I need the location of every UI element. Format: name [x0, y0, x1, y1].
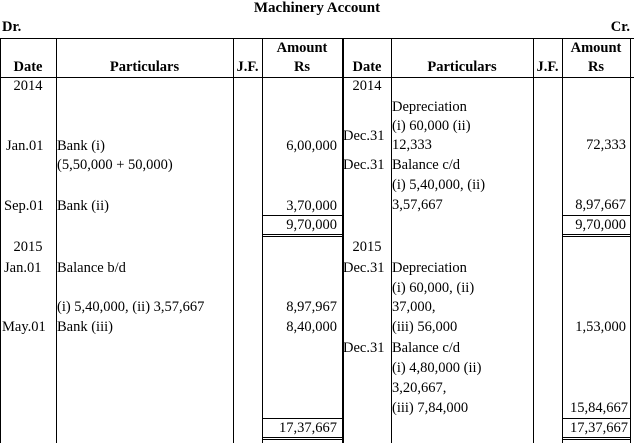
credit-year: 2015	[352, 239, 382, 255]
total-double-rule	[262, 234, 342, 237]
col-line	[56, 38, 57, 443]
debit-date: Jan.01	[4, 260, 42, 276]
total-double-rule	[562, 234, 630, 237]
col-line	[562, 38, 563, 443]
cr-label: Cr.	[610, 19, 630, 35]
debit-year: 2015	[13, 239, 43, 255]
col-line	[533, 38, 534, 443]
credit-year: 2014	[352, 78, 382, 94]
debit-particulars-detail: (i) 5,40,000, (ii) 3,57,667	[57, 299, 205, 315]
credit-particulars-detail: (i) 60,000, (ii)	[392, 280, 475, 296]
header-rs: Rs	[587, 59, 605, 75]
debit-total: 17,37,667	[279, 420, 337, 436]
credit-particulars-detail: 37,000,	[392, 299, 436, 315]
header-rs: Rs	[293, 59, 311, 75]
header-date: Date	[13, 59, 43, 75]
credit-particulars-detail: 12,333	[392, 137, 432, 153]
credit-amount: 8,97,667	[575, 197, 626, 213]
credit-particulars: Balance c/d	[392, 157, 461, 173]
debit-total: 9,70,000	[286, 217, 337, 233]
credit-particulars: Depreciation	[392, 99, 467, 115]
table-top-border	[0, 38, 634, 39]
credit-date: Dec.31	[343, 340, 385, 356]
total-double-rule	[562, 437, 630, 440]
total-rule	[262, 418, 342, 419]
debit-particulars: Bank (ii)	[57, 198, 109, 214]
debit-amount: 8,97,967	[286, 299, 337, 315]
debit-date: Sep.01	[4, 198, 44, 214]
debit-date: Jan.01	[6, 138, 44, 154]
credit-amount: 15,84,667	[570, 400, 628, 416]
header-bottom-border	[0, 77, 634, 78]
credit-particulars: Depreciation	[392, 260, 467, 276]
header-jf: J.F.	[236, 59, 259, 75]
credit-particulars-detail: (i) 4,80,000 (ii)	[392, 360, 482, 376]
debit-year: 2014	[13, 78, 43, 94]
credit-particulars-detail: 3,57,667	[392, 197, 443, 213]
credit-total: 9,70,000	[575, 217, 626, 233]
debit-amount: 8,40,000	[286, 319, 337, 335]
debit-amount: 3,70,000	[286, 198, 337, 214]
credit-amount: 72,333	[586, 137, 626, 153]
total-double-rule	[262, 437, 342, 440]
header-date: Date	[352, 59, 382, 75]
credit-date: Dec.31	[343, 128, 385, 144]
header-amount: Amount	[570, 40, 622, 56]
credit-date: Dec.31	[343, 157, 385, 173]
credit-particulars-detail: (iii) 7,84,000	[392, 400, 469, 416]
dr-label: Dr.	[2, 19, 22, 35]
credit-amount: 1,53,000	[575, 319, 626, 335]
credit-particulars: Balance c/d	[392, 340, 461, 356]
debit-particulars: Bank (i)	[57, 138, 105, 154]
credit-particulars-detail: (iii) 56,000	[392, 319, 458, 335]
header-particulars: Particulars	[427, 59, 497, 75]
col-line	[233, 38, 234, 443]
credit-date: Dec.31	[343, 260, 385, 276]
account-title: Machinery Account	[253, 0, 381, 16]
debit-amount: 6,00,000	[286, 138, 337, 154]
debit-date: May.01	[2, 319, 46, 335]
credit-particulars-detail: (i) 5,40,000, (ii)	[392, 177, 486, 193]
credit-total: 17,37,667	[570, 420, 628, 436]
total-rule	[562, 215, 630, 216]
col-line	[630, 38, 631, 443]
header-particulars: Particulars	[109, 59, 180, 75]
total-rule	[262, 215, 342, 216]
debit-particulars: Bank (iii)	[57, 319, 113, 335]
debit-particulars: Balance b/d	[57, 260, 126, 276]
col-line	[262, 38, 263, 443]
header-jf: J.F.	[536, 59, 559, 75]
credit-particulars-detail: (i) 60,000 (ii)	[392, 118, 471, 134]
header-amount: Amount	[276, 40, 328, 56]
total-rule	[562, 418, 630, 419]
credit-particulars-detail: 3,20,667,	[392, 380, 447, 396]
debit-particulars-detail: (5,50,000 + 50,000)	[57, 157, 173, 173]
